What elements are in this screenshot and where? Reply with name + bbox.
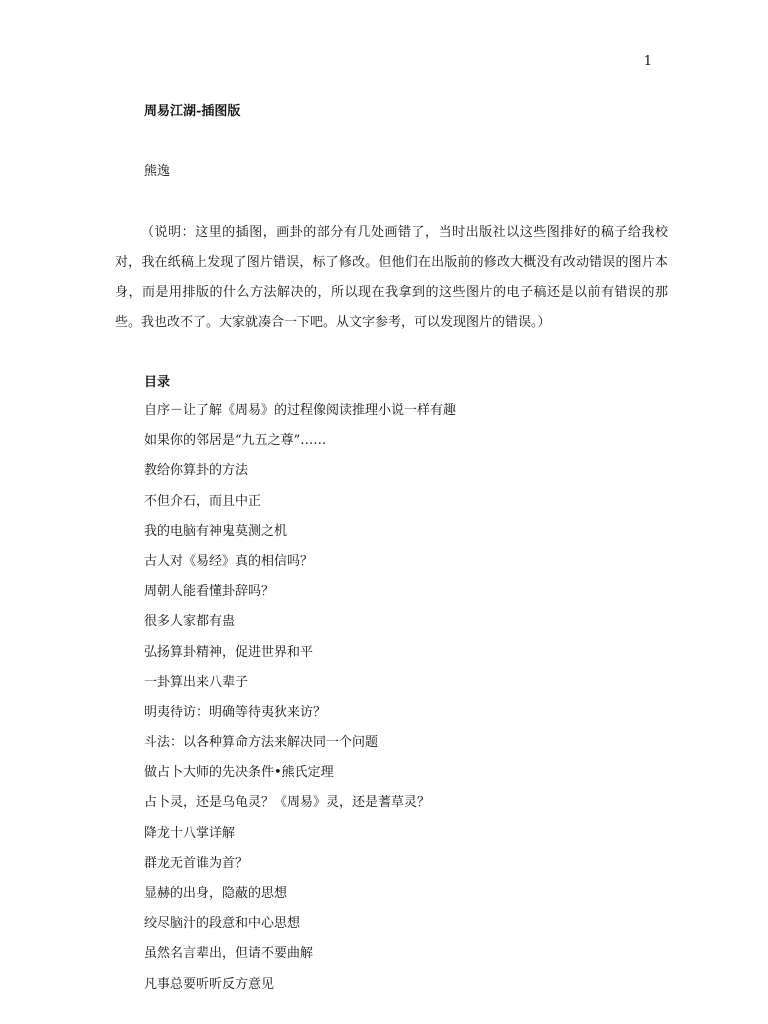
toc-item: 明夷待访：明确等待夷狄来访？ <box>144 704 327 720</box>
explanatory-note: （说明：这里的插图，画卦的部分有几处画错了，当时出版社以这些图排好的稿子给我校对，我在纸稿上发现了图片错误，标了修改。但他们在出版前的修改大概没有改动错误的图片本身，而是用排版的什么方法解决的，所以现在我拿到的这些图片的电子稿还是以前有错误的那些。我也改不了。大家就凑合一下吧。从文字参考，可以发现图片的错误。） <box>115 225 668 330</box>
toc-item: 做占卜大师的先决条件•熊氏定理 <box>144 765 334 781</box>
toc-item: 绞尽脑汁的段意和中心思想 <box>144 916 301 932</box>
table-of-contents <box>144 396 456 1000</box>
author-name: 熊逸 <box>144 164 171 179</box>
toc-item: 降龙十八掌详解 <box>144 825 236 841</box>
toc-item: 自序－让了解《周易》的过程像阅读推理小说一样有趣 <box>144 403 457 418</box>
toc-item: 古人对《易经》真的相信吗？ <box>144 553 314 569</box>
toc-heading: 目录 <box>144 375 171 390</box>
toc-item: 占卜灵，还是乌龟灵？《周易》灵，还是蓍草灵？ <box>144 795 431 811</box>
toc-item: 很多人家都有蛊 <box>144 614 236 630</box>
toc-item: 不但介石，而且中正 <box>144 493 262 509</box>
toc-item: 虽然名言辈出，但请不要曲解 <box>144 946 314 962</box>
toc-item: 周朝人能看懂卦辞吗？ <box>144 584 275 600</box>
toc-item: 斗法：以各种算命方法来解决同一个问题 <box>144 735 379 751</box>
document-title: 周易江湖-插图版 <box>144 104 241 119</box>
toc-item: 一卦算出来八辈子 <box>144 674 249 690</box>
toc-item: 我的电脑有神鬼莫测之机 <box>144 523 288 539</box>
toc-item: 如果你的邻居是“九五之尊”…… <box>144 433 327 449</box>
toc-item: 显赫的出身，隐蔽的思想 <box>144 886 288 901</box>
toc-item: 凡事总要听听反方意见 <box>144 976 275 992</box>
toc-item: 群龙无首谁为首？ <box>144 855 249 871</box>
toc-item: 弘扬算卦精神，促进世界和平 <box>144 644 314 660</box>
toc-item: 教给你算卦的方法 <box>144 463 249 479</box>
page-number: 1 <box>643 54 652 69</box>
